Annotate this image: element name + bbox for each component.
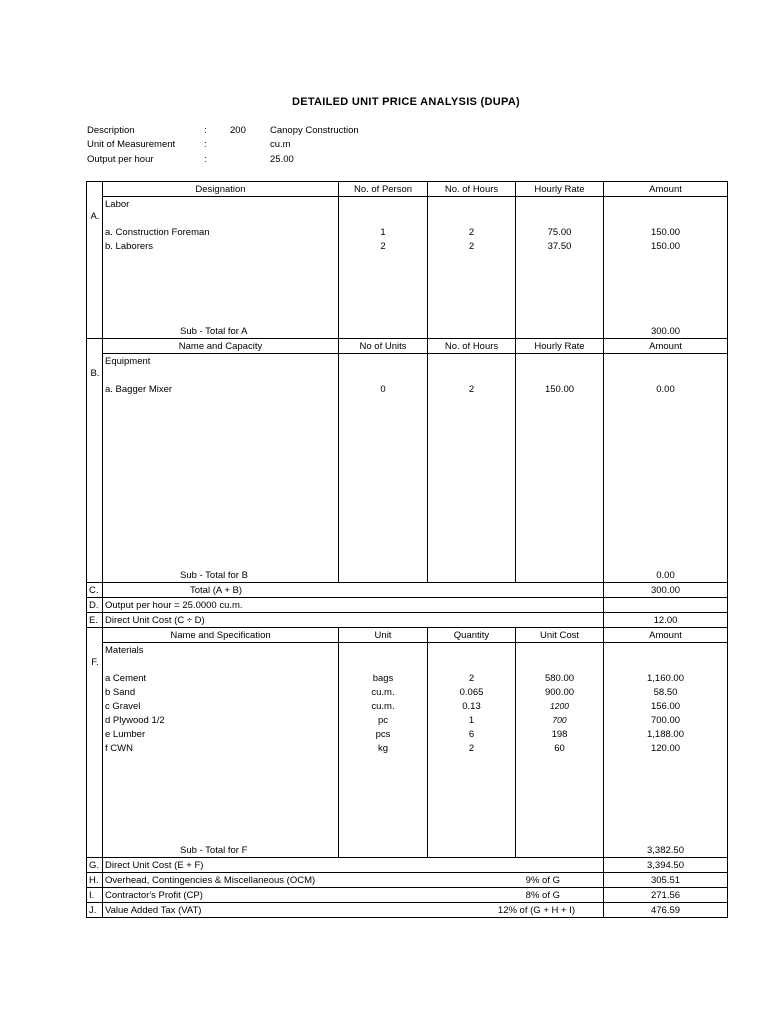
item-name: f CWN xyxy=(103,741,339,755)
col-header: No. of Hours xyxy=(428,182,516,197)
item-unit: pc xyxy=(339,713,428,727)
section-letter: H. xyxy=(87,873,103,888)
item-cost: 580.00 xyxy=(516,671,604,685)
section-letter: E. xyxy=(87,613,103,628)
item-amount: 120.00 xyxy=(604,741,728,755)
item-rate: 150.00 xyxy=(516,382,604,396)
col-header: Unit Cost xyxy=(516,628,604,643)
table-row xyxy=(87,713,728,727)
summary-percent: 9% of G xyxy=(428,873,604,888)
description-label: Description xyxy=(87,125,135,136)
summary-row-g xyxy=(87,858,728,873)
col-header: Quantity xyxy=(428,628,516,643)
summary-percent: 8% of G xyxy=(428,888,604,903)
colon: : xyxy=(204,154,207,165)
summary-label: Direct Unit Cost (C ÷ D) xyxy=(103,613,339,628)
labor-column-headers xyxy=(87,182,728,197)
item-amount: 150.00 xyxy=(604,239,728,253)
equipment-column-headers xyxy=(87,339,728,354)
item-qty: 6 xyxy=(428,727,516,741)
subtotal-label: Sub - Total for B xyxy=(103,568,339,583)
item-count: 1 xyxy=(339,225,428,239)
item-cost: 700 xyxy=(516,713,604,727)
summary-row-h xyxy=(87,873,728,888)
item-name: a Cement xyxy=(103,671,339,685)
col-header: Designation xyxy=(103,182,339,197)
item-unit: pcs xyxy=(339,727,428,741)
subtotal-value: 300.00 xyxy=(604,324,728,339)
section-letter: I. xyxy=(87,888,103,903)
section-label: Materials xyxy=(103,643,339,658)
item-amount: 1,160.00 xyxy=(604,671,728,685)
colon: : xyxy=(204,139,207,150)
summary-value: 12.00 xyxy=(604,613,728,628)
col-header: No. of Person xyxy=(339,182,428,197)
section-letter: C. xyxy=(87,583,103,598)
item-amount: 700.00 xyxy=(604,713,728,727)
summary-label: Value Added Tax (VAT) xyxy=(103,903,428,918)
table-row xyxy=(87,671,728,685)
summary-value: 271.56 xyxy=(604,888,728,903)
summary-label: Output per hour = 25.0000 cu.m. xyxy=(103,598,604,613)
item-amount: 150.00 xyxy=(604,225,728,239)
section-letter: D. xyxy=(87,598,103,613)
item-count: 2 xyxy=(339,239,428,253)
item-cost: 198 xyxy=(516,727,604,741)
table-row xyxy=(87,685,728,699)
summary-row-c xyxy=(87,583,728,598)
summary-value: 300.00 xyxy=(604,583,728,598)
output-label: Output per hour xyxy=(87,154,154,165)
item-name: b. Laborers xyxy=(103,239,339,253)
summary-row-e xyxy=(87,613,728,628)
section-letter: B. xyxy=(90,368,100,379)
summary-value: 305.51 xyxy=(604,873,728,888)
item-unit: bags xyxy=(339,671,428,685)
item-unit: cu.m. xyxy=(339,699,428,713)
col-header: Amount xyxy=(604,339,728,354)
item-qty: 0.065 xyxy=(428,685,516,699)
section-label: Labor xyxy=(103,197,339,212)
section-letter: F. xyxy=(91,657,99,668)
col-header: Name and Capacity xyxy=(103,339,339,354)
table-row xyxy=(87,741,728,755)
item-cost: 60 xyxy=(516,741,604,755)
item-name: c Gravel xyxy=(103,699,339,713)
col-header: Hourly Rate xyxy=(516,339,604,354)
item-name: e Lumber xyxy=(103,727,339,741)
col-header: Hourly Rate xyxy=(516,182,604,197)
labor-letter-cell xyxy=(87,182,103,339)
col-header: Amount xyxy=(604,628,728,643)
item-name: a. Bagger Mixer xyxy=(103,382,339,396)
item-hours: 2 xyxy=(428,239,516,253)
section-letter: J. xyxy=(87,903,103,918)
subtotal-value: 3,382.50 xyxy=(604,843,728,858)
materials-column-headers xyxy=(87,628,728,643)
materials-section-row xyxy=(87,643,728,658)
item-name: b Sand xyxy=(103,685,339,699)
description-code: 200 xyxy=(230,125,246,136)
description-value: Canopy Construction xyxy=(270,125,359,136)
item-amount: 156.00 xyxy=(604,699,728,713)
summary-percent: 12% of (G + H + I) xyxy=(428,903,604,918)
uom-value: cu.m xyxy=(270,139,291,150)
item-cost: 900.00 xyxy=(516,685,604,699)
col-header: Unit xyxy=(339,628,428,643)
item-name: a. Construction Foreman xyxy=(103,225,339,239)
item-name: d Plywood 1/2 xyxy=(103,713,339,727)
summary-row-d xyxy=(87,598,728,613)
col-header: No of Units xyxy=(339,339,428,354)
materials-subtotal-row xyxy=(87,843,728,858)
item-cost: 1200 xyxy=(516,699,604,713)
materials-letter-cell xyxy=(87,628,103,858)
item-unit: kg xyxy=(339,741,428,755)
item-count: 0 xyxy=(339,382,428,396)
item-amount: 58.50 xyxy=(604,685,728,699)
item-qty: 2 xyxy=(428,671,516,685)
summary-value: 476.59 xyxy=(604,903,728,918)
section-label: Equipment xyxy=(103,354,339,369)
colon: : xyxy=(204,125,207,136)
subtotal-value: 0.00 xyxy=(604,568,728,583)
item-qty: 0.13 xyxy=(428,699,516,713)
table-row xyxy=(87,382,728,396)
table-row xyxy=(87,225,728,239)
section-letter: A. xyxy=(90,211,100,222)
summary-row-j xyxy=(87,903,728,918)
col-header: Name and Specification xyxy=(103,628,339,643)
equipment-subtotal-row xyxy=(87,568,728,583)
item-qty: 1 xyxy=(428,713,516,727)
subtotal-label: Sub - Total for A xyxy=(103,324,339,339)
item-rate: 75.00 xyxy=(516,225,604,239)
item-rate: 37.50 xyxy=(516,239,604,253)
table-row xyxy=(87,239,728,253)
section-letter: G. xyxy=(87,858,103,873)
summary-label: Direct Unit Cost (E + F) xyxy=(103,858,339,873)
item-qty: 2 xyxy=(428,741,516,755)
item-amount: 1,188.00 xyxy=(604,727,728,741)
labor-subtotal-row xyxy=(87,324,728,339)
summary-value: 3,394.50 xyxy=(604,858,728,873)
item-amount: 0.00 xyxy=(604,382,728,396)
dupa-table xyxy=(86,181,728,918)
summary-label: Contractor's Profit (CP) xyxy=(103,888,428,903)
col-header: Amount xyxy=(604,182,728,197)
page-title: DETAILED UNIT PRICE ANALYSIS (DUPA) xyxy=(291,96,521,108)
equipment-section-row xyxy=(87,354,728,369)
uom-label: Unit of Measurement xyxy=(87,139,176,150)
summary-row-i xyxy=(87,888,728,903)
labor-section-row xyxy=(87,197,728,212)
item-unit: cu.m. xyxy=(339,685,428,699)
summary-label: Overhead, Contingencies & Miscellaneous (OCM) xyxy=(103,873,428,888)
subtotal-label: Sub - Total for F xyxy=(103,843,339,858)
item-hours: 2 xyxy=(428,382,516,396)
summary-label: Total (A + B) xyxy=(103,583,339,598)
item-hours: 2 xyxy=(428,225,516,239)
table-row xyxy=(87,699,728,713)
equipment-letter-cell xyxy=(87,339,103,583)
col-header: No. of Hours xyxy=(428,339,516,354)
output-value: 25.00 xyxy=(270,154,294,165)
table-row xyxy=(87,727,728,741)
